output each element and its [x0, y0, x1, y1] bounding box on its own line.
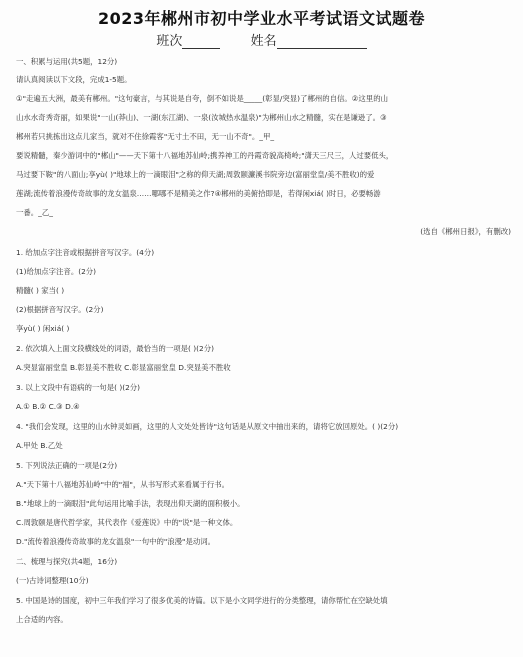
question-4: 4. "我们会发现，这里的山水钟灵如画，这里的人文处处皆诗"这句话是从原文中抽出来的，请将它放回原处。( )(2分)	[16, 422, 399, 431]
student-info-fields	[0, 30, 523, 49]
question-5-option-c: C.周敦颐是唐代哲学家，其代表作《爱莲说》中的"说"是一种文体。	[16, 518, 238, 527]
passage-line: 要说精髓，秦少游词中的"郴山"——天下第十八福地苏仙岭;携养神工的丹霞奇貌高椅岭;"潇天三尺三，人过要低头，	[16, 151, 394, 160]
question-1-blanks-1: 精髓( ) 家当( )	[16, 286, 65, 295]
section-one-heading: 一、积累与运用(共5题，12分)	[16, 57, 118, 66]
question-2: 2. 依次填入上面文段横线处的词语，最恰当的一项是( )(2分)	[16, 344, 214, 353]
question-2-options: A.突显富丽堂皇 B.彰显美不胜收 C.彰显富丽堂皇 D.突显美不胜收	[16, 363, 231, 372]
exam-title: 2023年郴州市初中学业水平考试语文试题卷	[97, 9, 426, 28]
question-6-continued: 上合适的内容。	[16, 615, 68, 624]
name-label: 姓名	[250, 34, 277, 49]
question-1-part-2: (2)根据拼音写汉字。(2分)	[16, 305, 104, 314]
question-5-option-b: B."地球上的一滴眼泪"此句运用比喻手法，表现出仰天湖的面积极小。	[16, 499, 245, 508]
subsection-heading: (一)古诗词整理(10分)	[16, 576, 89, 585]
question-5: 5. 下列说法正确的一项是(2分)	[16, 461, 118, 470]
question-1-blanks-2: 享yù( ) 闲xiá( )	[16, 324, 70, 333]
reading-instruction: 请认真阅读以下文段，完成1-5题。	[16, 75, 132, 84]
question-5-option-a: A."天下第十八福地苏仙岭"中的"福"，从书写形式来看属于行书。	[16, 480, 230, 489]
question-5-option-d: D."流传着浪漫传奇故事的龙女温泉"一句中的"浪漫"是动词。	[16, 537, 216, 546]
question-3-options: A.① B.② C.③ D.④	[16, 402, 80, 411]
question-6: 5. 中国是诗的国度，初中三年我们学习了很多优美的诗篇。以下是小文同学进行的分类整理，请你帮忙在空缺处填	[16, 596, 388, 605]
passage-line: 莲湖;流传着浪漫传奇故事的龙女温泉……哪哪不是精美之作?④郴州的美俯拾即是，若得闲xiá( )时日，必要畅游	[16, 189, 381, 198]
question-1-part-1: (1)给加点字注音。(2分)	[16, 267, 97, 276]
section-two-heading: 二、梳理与探究(共4题，16分)	[16, 557, 118, 566]
passage-source: (选自《郴州日报》，有删改)	[420, 227, 511, 236]
question-3: 3. 以上文段中有语病的一句是( )(2分)	[16, 383, 141, 392]
passage-line: 一番。_乙_	[16, 208, 53, 217]
class-label: 班次	[156, 34, 183, 49]
question-4-options: A.甲处 B.乙处	[16, 441, 63, 450]
name-blank	[277, 36, 367, 49]
passage-line: 郴州若只挑拣出这点儿家当，就对不住徐霞客"无寸土不田，无一山不奇"。_甲_	[16, 132, 275, 141]
passage-line: 马过要下鞍"的八面山;享yù( )"地球上的一滴眼泪"之称的仰天湖;周敦颐濂溪书院旁边(富丽堂皇/美不胜收)的爱	[16, 170, 375, 179]
passage-line: ①"走遍五大洲，最美有郴州。"这句豪言，与其说是自夸，倒不如说是_____(彰显/突显)了郴州的自信。②这里的山	[16, 94, 388, 103]
class-blank	[182, 36, 220, 49]
question-1: 1. 给加点字注音或根据拼音写汉字。(4分)	[16, 248, 155, 257]
passage-line: 山水水奇秀奇丽，如果说"一山(莽山)、一湖(东江湖)、一泉(汝城热水温泉)"为郴州山水之精髓，实在是谦逊了。③	[16, 113, 387, 122]
